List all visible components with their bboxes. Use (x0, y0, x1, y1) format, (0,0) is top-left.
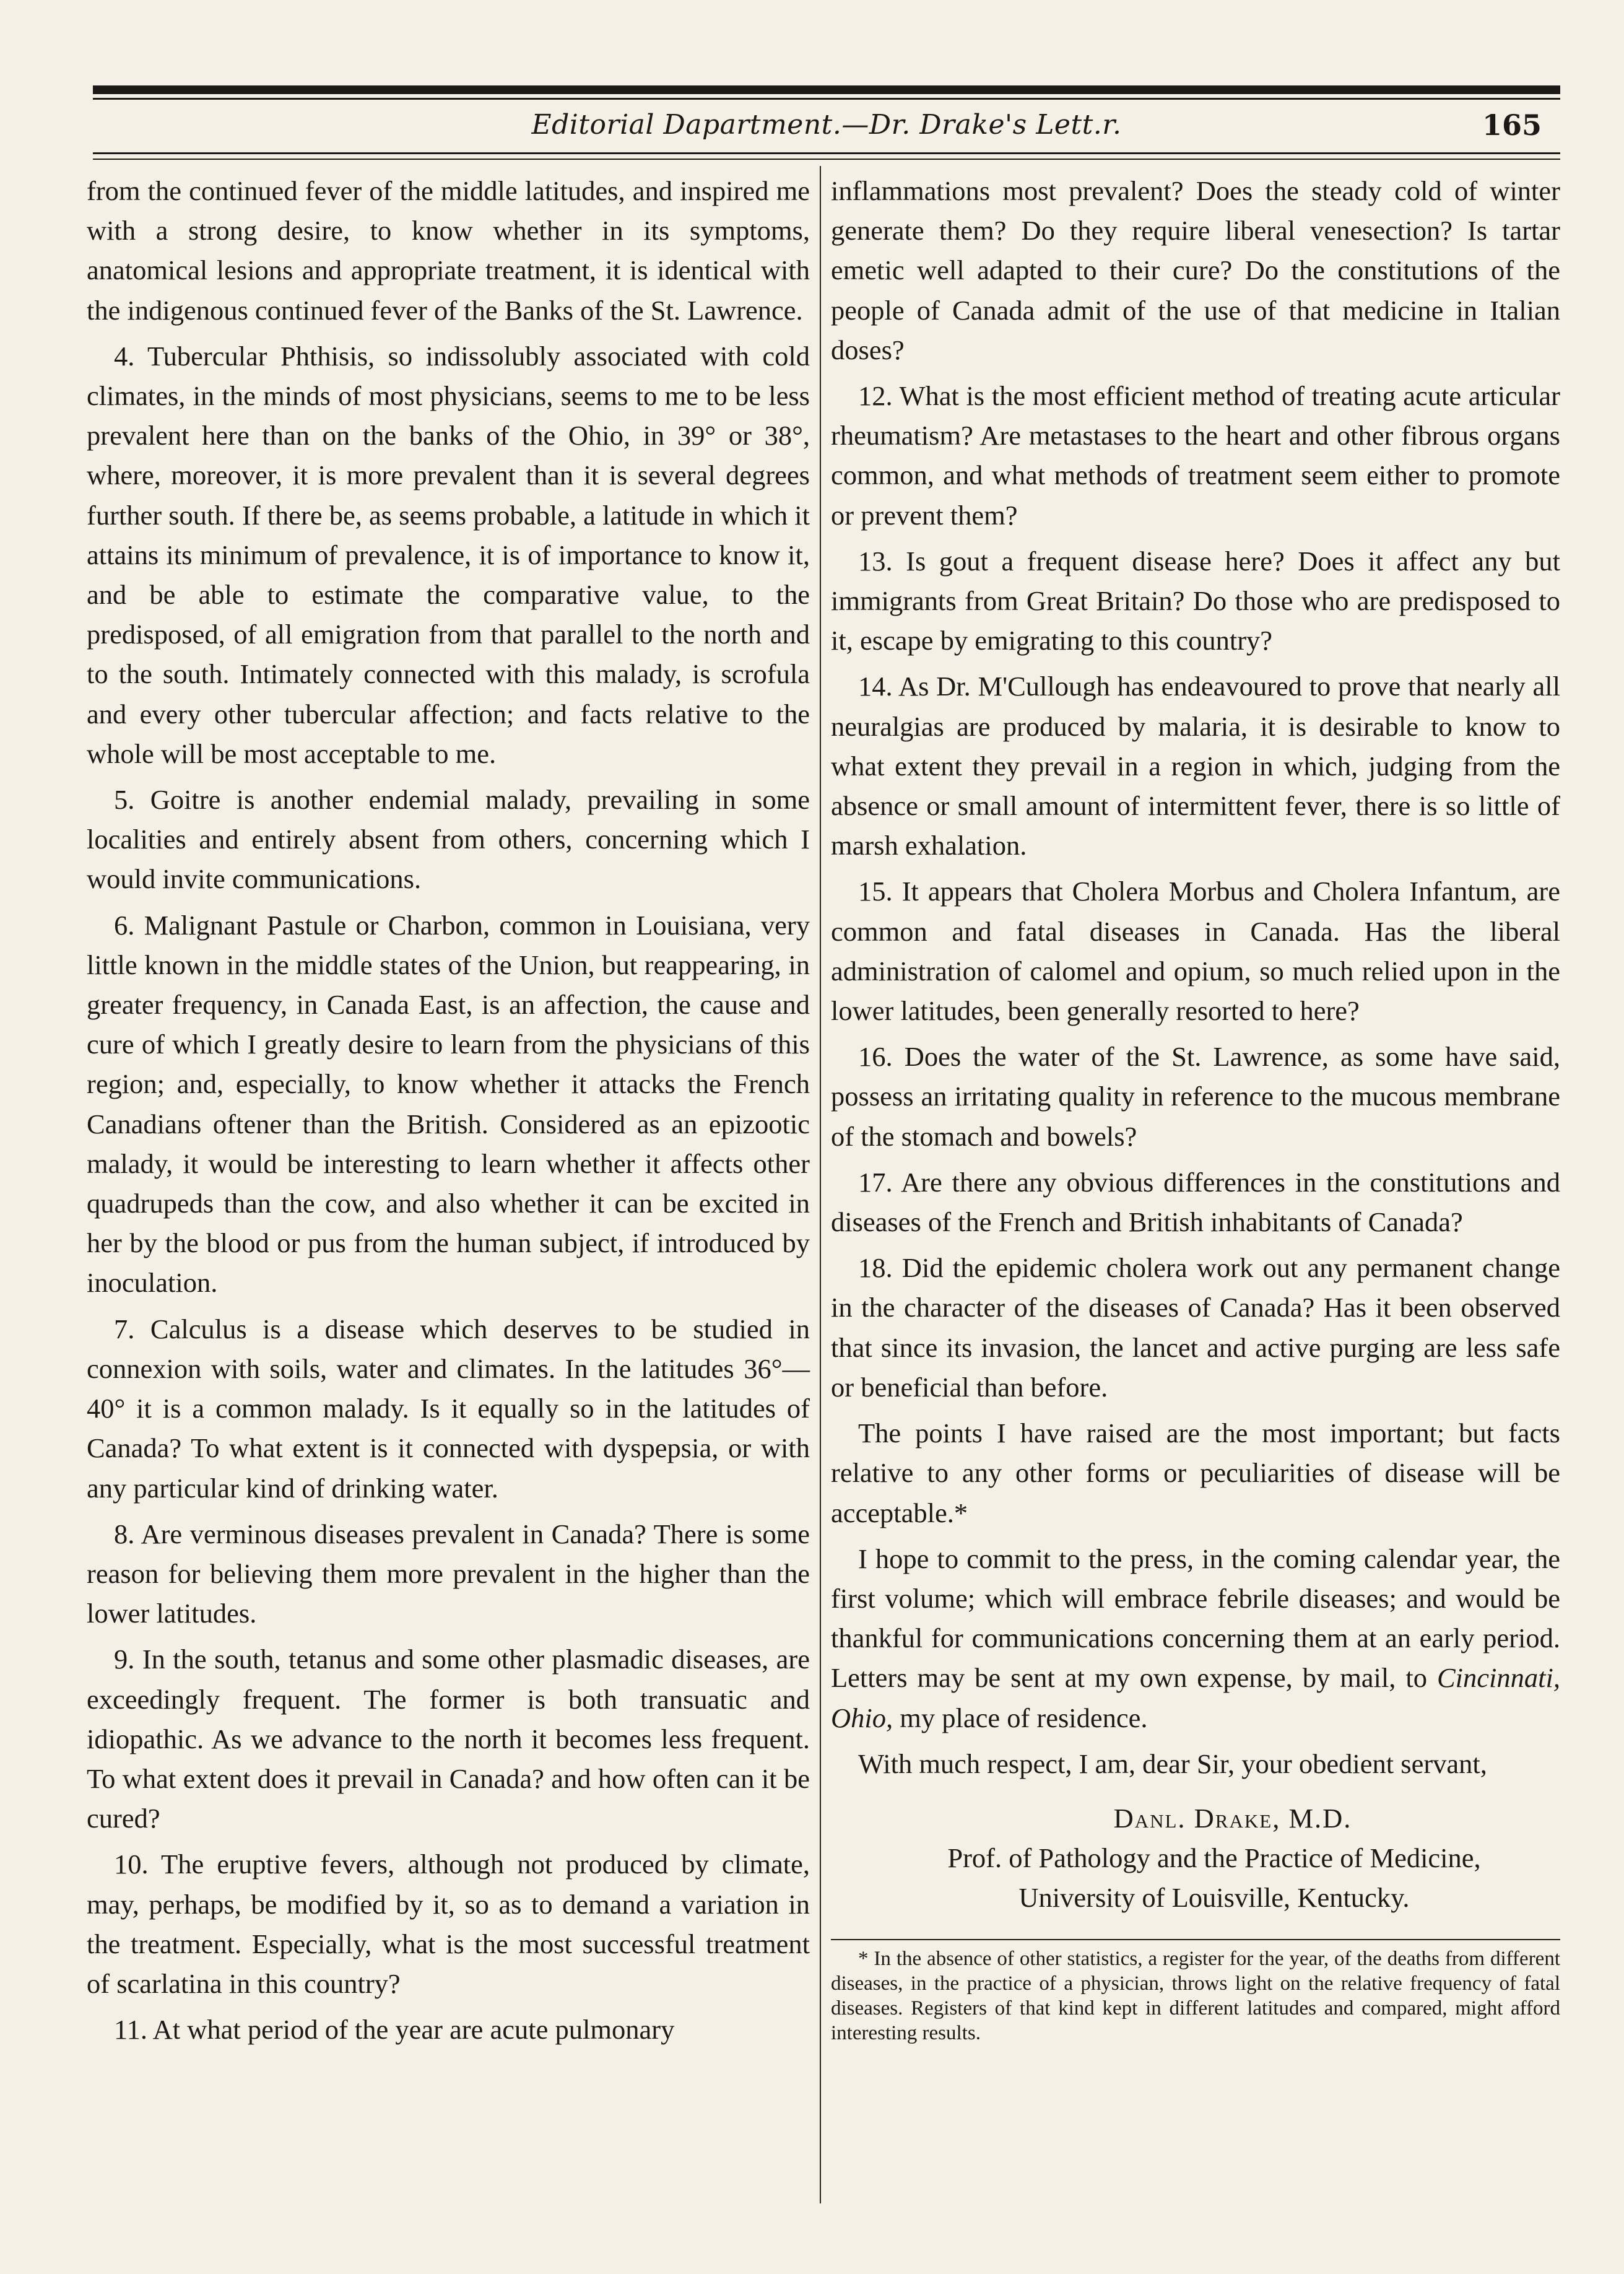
paragraph-text: The eruptive fevers, although not produced by climate, may, perhaps, be modified by it, so as to demand a variation in the treatment. Especially, what is the most successful treatment of scarlatina in this country? (87, 1849, 810, 1999)
item-number: 11. (114, 2014, 147, 2045)
paragraph (87, 1639, 810, 1838)
paragraph (87, 2010, 810, 2049)
paragraph (831, 376, 1560, 535)
item-number: 8. (114, 1518, 135, 1549)
paragraph-text: As Dr. M'Cullough has endeavoured to prove that nearly all neuralgias are produced by malaria, it is desirable to know to what extent they prevail in a region in which, judging from the absence or small amount of intermittent fever, there is so little of marsh exhalation. (831, 671, 1561, 861)
column-divider (820, 166, 821, 2203)
item-number: 15. (858, 876, 893, 907)
item-number: 10. (114, 1849, 149, 1880)
paragraph-text: Did the epidemic cholera work out any permanent change in the character of the diseases of Canada? Has it been observed that since its invasion, the lancet and active purging are less safe or beneficial than before. (831, 1252, 1561, 1403)
running-head: Editorial Dapartment.—Dr. Drake's Lett.r. (531, 109, 1122, 141)
item-number: 14. (858, 671, 893, 702)
paragraph-text: In the south, tetanus and some other plasmadic diseases, are exceedingly frequent. The former is both transuatic and idiopathic. As we advance to the north it becomes less frequent. To what extent does it prevail in Canada? and how often can it be cured? (87, 1644, 810, 1834)
paragraph (87, 780, 810, 899)
paragraph (831, 171, 1560, 370)
closing-text: I hope to commit to the press, in the coming calendar year, the first volume; which will embrace febrile diseases; and would be thankful for communications concerning them at an early period. Letters may be sent at my own expense, by mail, to (831, 1543, 1560, 1694)
city-name: Cincinnati, (1436, 1662, 1560, 1694)
left-column (87, 171, 810, 2049)
closing-paragraph (831, 1539, 1560, 1738)
item-number: 13. (858, 545, 893, 577)
top-rule-thin (93, 98, 1560, 100)
item-number: 18. (858, 1252, 893, 1284)
paragraph-text: inflammations most prevalent? Does the steady cold of winter generate them? Do they require liberal venesection? Is tartar emetic well adapted to their cure? Do the constitutions of the people of Canada admit of the use of that medicine in Italian doses? (831, 175, 1560, 365)
paragraph (831, 1248, 1560, 1407)
item-number: 6. (114, 909, 135, 941)
paragraph-text: Is gout a frequent disease here? Does it affect any but immigrants from Great Britain? Do those who are predisposed to it, escape by emigrating to this country? (831, 545, 1561, 656)
paragraph (831, 1162, 1560, 1242)
item-number: 16. (858, 1041, 893, 1073)
paragraph-text: At what period of the year are acute pulmonary (152, 2014, 675, 2045)
top-rule (93, 85, 1560, 94)
author-institution: University of Louisville, Kentucky. (1018, 1882, 1410, 1914)
paragraph (831, 666, 1560, 865)
author-title: Prof. of Pathology and the Practice of Medicine, (947, 1842, 1481, 1874)
page-number: 165 (1482, 108, 1542, 142)
paragraph (87, 1514, 810, 1634)
paragraph-text: Malignant Pastule or Charbon, common in Louisiana, very little known in the middle states of the Union, but reappearing, in greater frequency, in Canada East, is an affection, the cause and cure of which I greatly desire to learn from the physicians of this region; and, especially, to know whether it attacks the French Canadians oftener than the British. Considered as an epizootic malady, it would be interesting to learn whether it affects other quadrupeds than the cow, and also whether it can be excited in her by the blood or pus from the human subject, if introduced by inoculation. (87, 909, 810, 1299)
paragraph-text: Are there any obvious differences in the constitutions and diseases of the French and British inhabitants of Canada? (831, 1166, 1560, 1238)
paragraph-text: What is the most efficient method of treating acute articular rheumatism? Are metastases to the heart and other fibrous organs common, and what methods of treatment seem either to promote or prevent them? (831, 380, 1560, 531)
paragraph (831, 1037, 1560, 1156)
paragraph (831, 871, 1560, 1030)
paragraph-text: from the continued fever of the middle latitudes, and inspired me with a strong desire, to know whether in its symptoms, anatomical lesions and appropriate treatment, it is identical with the indigenous continued fever of the Banks of the St. Lawrence. (87, 175, 810, 326)
valediction (831, 1744, 1560, 1784)
paragraph (831, 541, 1560, 661)
signature-block (831, 1798, 1560, 1918)
paragraph-text: It appears that Cholera Morbus and Cholera Infantum, are common and fatal diseases in Canada. Has the liberal administration of calomel and opium, so much relied upon in the lower latitudes, been generally resorted to here? (831, 876, 1560, 1027)
item-number: 12. (858, 380, 893, 412)
header-rule-thin (93, 159, 1560, 160)
closing-text-end: my place of residence. (893, 1702, 1148, 1733)
paragraph (87, 1309, 810, 1508)
paragraph-text: Goitre is another endemial malady, prevailing in some localities and entirely absent from others, concerning which I would invite communications. (87, 784, 810, 895)
paragraph-text: Calculus is a disease which deserves to be studied in connexion with soils, water and climates. In the latitudes 36°—40° it is a common malady. Is it equally so in the latitudes of Canada? To what extent is it connected with dyspepsia, or with any particular kind of drinking water. (87, 1313, 810, 1504)
item-number: 7. (114, 1313, 135, 1344)
header-rule (93, 152, 1560, 154)
state-name: Ohio, (831, 1702, 893, 1733)
item-number: 4. (114, 340, 135, 372)
item-number: 17. (858, 1166, 893, 1198)
paragraph-text: The points I have raised are the most important; but facts relative to any other forms or peculiarities of disease will be acceptable.* (831, 1418, 1560, 1528)
paragraph (87, 171, 810, 330)
author-name: Danl. Drake, M.D. (1113, 1802, 1352, 1834)
footnote: * In the absence of other statistics, a register for the year, of the deaths from different diseases, in the practice of a physician, throws light on the relative frequency of fatal diseases. Registers of that kind kept in different latitudes and compared, might afford interesting results. (831, 1947, 1560, 2044)
right-column (831, 171, 1560, 2045)
page-header (93, 107, 1560, 150)
paragraph-text: Does the water of the St. Lawrence, as some have said, possess an irritating quality in reference to the mucous membrane of the stomach and bowels? (831, 1041, 1560, 1152)
paragraph (831, 1413, 1560, 1533)
valediction-text: With much respect, I am, dear Sir, your obedient servant, (858, 1748, 1487, 1779)
paragraph (87, 336, 810, 773)
paragraph-text: Tubercular Phthisis, so indissolubly associated with cold climates, in the minds of most physicians, seems to me to be less prevalent here than on the banks of the Ohio, in 39° or 38°, where, moreover, it is more prevalent than it is several degrees further south. If there be, as seems probable, a latitude in which it attains its minimum of prevalence, it is of importance to know it, and be able to estimate the comparative value, to the predisposed, of all emigration from that parallel to the north and to the south. Intimately connected with this malady, is scrofula and every other tubercular affection; and facts relative to the whole will be most acceptable to me. (87, 340, 810, 769)
item-number: 5. (114, 784, 135, 816)
paragraph-text: Are verminous diseases prevalent in Canada? There is some reason for believing them more prevalent in the higher than the lower latitudes. (87, 1518, 810, 1629)
paragraph (87, 1844, 810, 2003)
item-number: 9. (114, 1644, 135, 1675)
paragraph (87, 905, 810, 1303)
footnote-rule (831, 1939, 1560, 1940)
